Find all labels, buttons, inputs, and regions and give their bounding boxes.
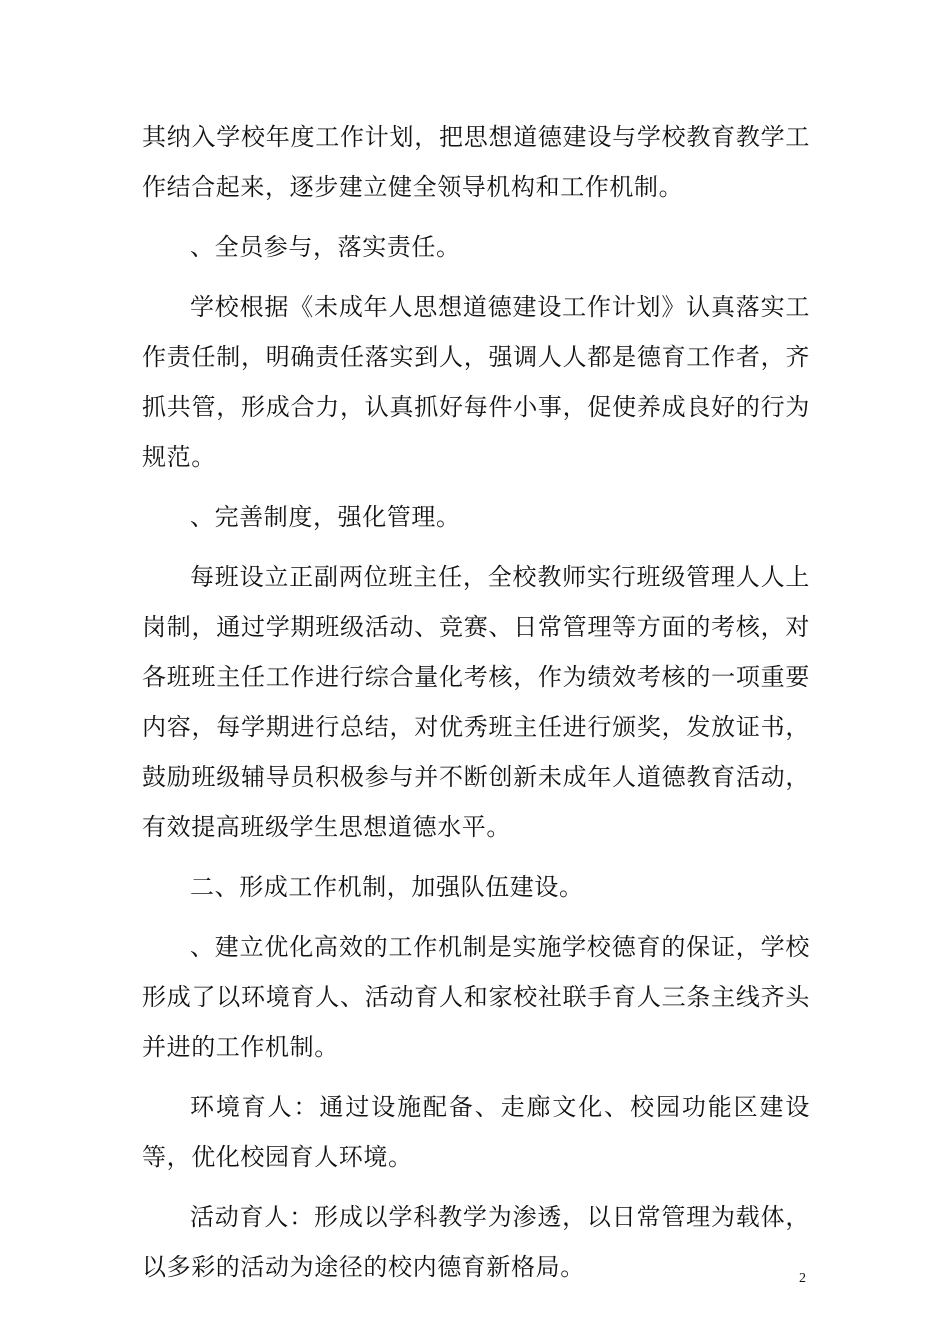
section-heading-mechanism: 二、形成工作机制，加强队伍建设。 bbox=[190, 873, 584, 901]
body-text bbox=[142, 112, 810, 1302]
paragraph-mechanism: 、建立优化高效的工作机制是实施学校德育的保证，学校形成了以环境育人、活动育人和家校社联手育人三条主线齐头并进的工作机制。 bbox=[142, 933, 810, 1061]
subheading-full-participation: 、全员参与，落实责任。 bbox=[190, 233, 461, 261]
paragraph-class-teachers: 每班设立正副两位班主任，全校教师实行班级管理人人上岗制，通过学期班级活动、竞赛、日常管理等方面的考核，对各班班主任工作进行综合量化考核，作为绩效考核的一项重要内容，每学期进行总结，对优秀班主任进行颁奖，发放证书，鼓励班级辅导员积极参与并不断创新未成年人道德教育活动，有效提高班级学生思想道德水平。 bbox=[142, 563, 810, 841]
paragraph-responsibility: 学校根据《未成年人思想道德建设工作计划》认真落实工作责任制，明确责任落实到人，强调人人都是德育工作者，齐抓共管，形成合力，认真抓好每件小事，促使养成良好的行为规范。 bbox=[142, 293, 810, 471]
page-number: 2 bbox=[799, 1271, 806, 1286]
paragraph-environment: 环境育人：通过设施配备、走廊文化、校园功能区建设等，优化校园育人环境。 bbox=[142, 1093, 810, 1171]
paragraph-continuation: 其纳入学校年度工作计划，把思想道德建设与学校教育教学工作结合起来，逐步建立健全领导机构和工作机制。 bbox=[142, 123, 810, 201]
paragraph-activity: 活动育人：形成以学科教学为渗透，以日常管理为载体，以多彩的活动为途径的校内德育新格局。 bbox=[142, 1203, 810, 1281]
subheading-improve-system: 、完善制度，强化管理。 bbox=[190, 503, 461, 531]
